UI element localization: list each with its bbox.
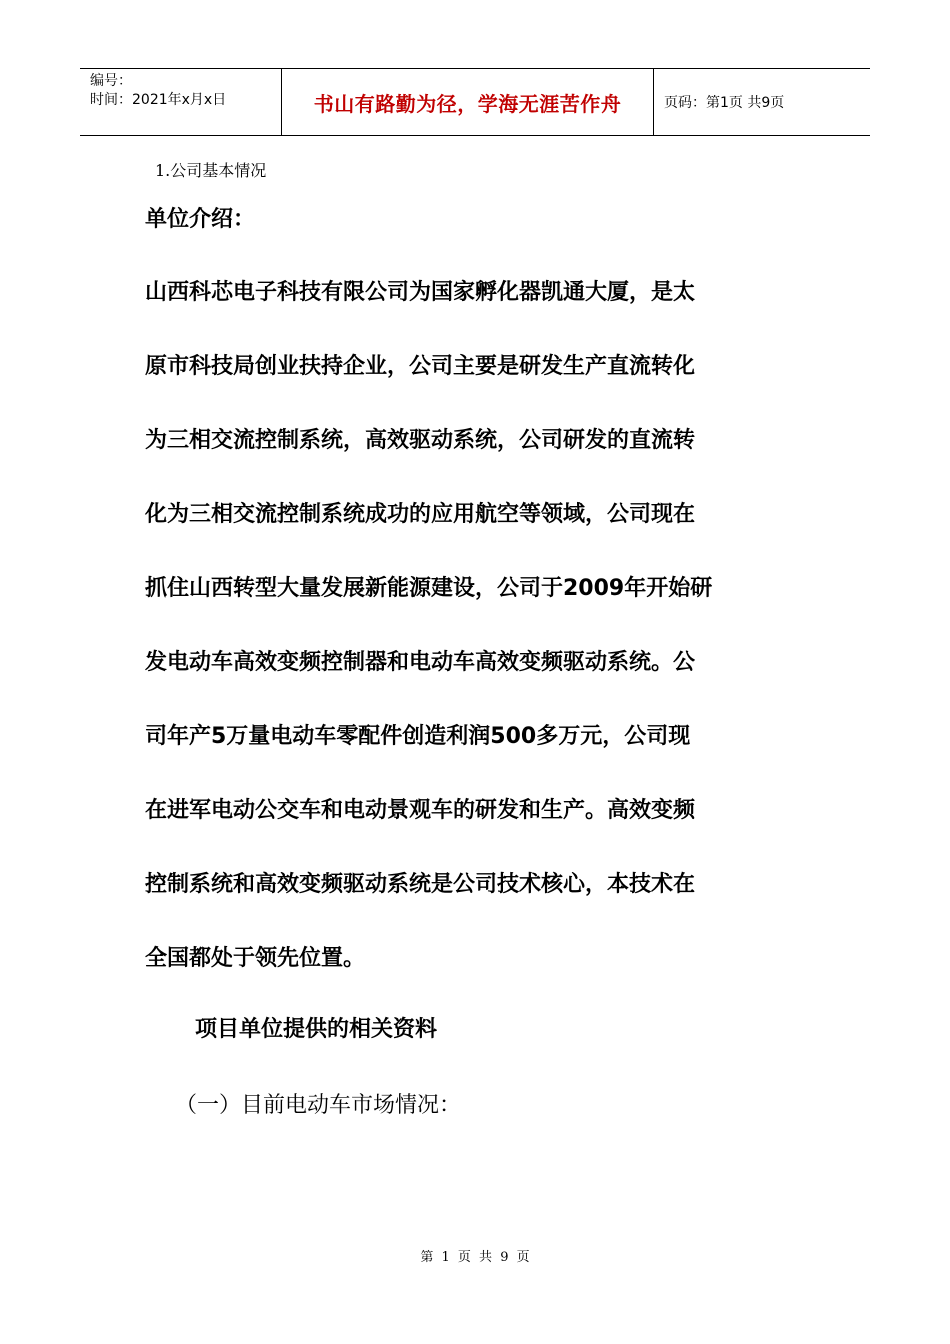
header-motto-cell xyxy=(282,69,654,135)
motto-text: 书山有路勤为径，学海无涯苦作舟 xyxy=(313,91,622,116)
paragraph-line: 全国都处于领先位置。 xyxy=(145,946,366,971)
unit-intro-heading: 单位介绍： xyxy=(145,207,256,232)
page-footer: 第 1 页 共 9 页 xyxy=(420,1250,530,1265)
paragraph-line: 发电动车高效变频控制器和电动车高效变频驱动系统。公 xyxy=(145,650,696,675)
serial-number-label: 编号： xyxy=(90,73,132,89)
date-label: 时间：2021年x月x日 xyxy=(90,92,227,108)
company-intro-paragraph xyxy=(145,256,810,996)
header-page-cell xyxy=(654,69,870,135)
section-number: 1. xyxy=(155,161,171,180)
project-materials-heading: 项目单位提供的相关资料 xyxy=(195,1017,438,1042)
paragraph-line: 化为三相交流控制系统成功的应用航空等领域，公司现在 xyxy=(145,502,696,527)
paragraph-line: 原市科技局创业扶持企业，公司主要是研发生产直流转化 xyxy=(145,354,696,379)
header-table xyxy=(80,68,870,136)
paragraph-line: 在进军电动公交车和电动景观车的研发和生产。高效变频 xyxy=(145,798,696,823)
section-title-text: 公司基本情况 xyxy=(170,161,267,180)
page-info: 页码：第1页 共9页 xyxy=(664,95,785,111)
market-subheading: （一）目前电动车市场情况： xyxy=(175,1093,462,1118)
paragraph-line: 控制系统和高效变频驱动系统是公司技术核心，本技术在 xyxy=(145,872,696,897)
paragraph-line: 抓住山西转型大量发展新能源建设，公司于2009年开始研 xyxy=(145,576,713,601)
paragraph-line: 为三相交流控制系统，高效驱动系统，公司研发的直流转 xyxy=(145,428,696,453)
section-title xyxy=(155,158,266,181)
header-meta-cell xyxy=(80,69,282,135)
paragraph-line: 山西科芯电子科技有限公司为国家孵化器凯通大厦，是太 xyxy=(145,280,696,305)
paragraph-line: 司年产5万量电动车零配件创造利润500多万元，公司现 xyxy=(145,724,691,749)
